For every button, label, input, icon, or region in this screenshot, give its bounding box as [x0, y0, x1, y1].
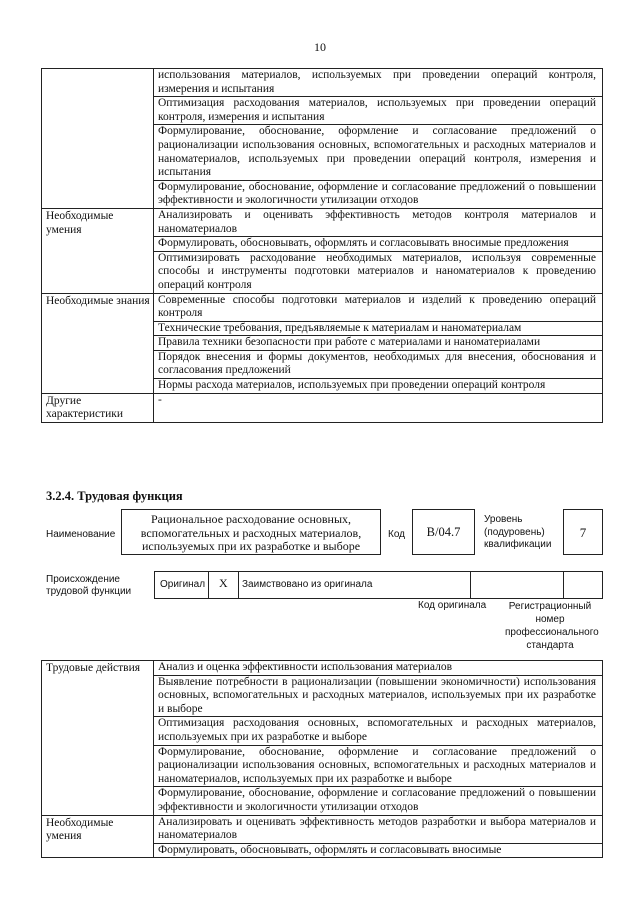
original-mark: X: [219, 576, 228, 590]
row-item: Анализировать и оценивать эффективность методов контроля материалов и наноматериалов: [154, 208, 603, 236]
row-item: -: [154, 393, 603, 422]
row-item: Порядок внесения и формы документов, необходимых для внесения, обоснования и согласования предложений: [154, 350, 603, 378]
row-item: Нормы расхода материалов, используемых при проведении операций контроля: [154, 379, 603, 394]
qualification-level-box: [563, 509, 603, 555]
origin-label-text: Происхождение трудовой функции: [46, 574, 132, 597]
code-original-caption: Код оригинала: [418, 600, 487, 611]
row-label: Другие характеристики: [42, 393, 154, 422]
row-item: Выявление потребности в рационализации (повышении экономичности) использования основных, вспомогательных и расходных материалов, используемых при их разработке и выборе: [154, 675, 603, 717]
row-label: [42, 69, 154, 209]
row-item: Анализировать и оценивать эффективность методов разработки и выбора материалов и наноматериалов: [154, 815, 603, 843]
row-label: Трудовые действия: [42, 661, 154, 816]
function-name-box: [121, 509, 381, 555]
requirements-table-bottom: [41, 660, 603, 858]
table-row: [42, 661, 603, 676]
row-label: Необходимые знания: [42, 293, 154, 393]
registration-number-caption: Регистрационный номер профессионального стандарта: [505, 601, 599, 651]
table-row: [42, 393, 603, 422]
row-item: Анализ и оценка эффективности использования материалов: [154, 661, 603, 676]
row-item: Формулировать, обосновывать, оформлять и согласовывать вносимые: [154, 843, 603, 858]
function-name-value: Рациональное расходование основных, вспомогательных и расходных материалов, используемых при их разработке и выборе: [140, 512, 362, 553]
origin-label: [46, 574, 142, 598]
row-item: использования материалов, используемых при проведении операций контроля, измерения и испытания: [154, 69, 603, 97]
table-row: [42, 208, 603, 236]
row-item: Технические требования, предъявляемые к материалам и наноматериалам: [154, 321, 603, 336]
row-label: Необходимые умения: [42, 815, 154, 858]
row-label: Необходимые умения: [42, 208, 154, 293]
name-label: Наименование: [46, 529, 116, 540]
page-number: 10: [314, 40, 326, 54]
section-title: 3.2.4. Трудовая функция: [46, 489, 183, 503]
row-item: Формулирование, обоснование, оформление и согласование предложений о повышении эффективности и экологичности утилизации отходов: [154, 787, 603, 815]
original-text: Оригинал: [160, 579, 206, 590]
function-code-value: B/04.7: [426, 525, 461, 539]
table-row: [42, 293, 603, 321]
code-label: Код: [388, 529, 406, 540]
qualification-level-value: 7: [579, 525, 587, 540]
table-row: [42, 815, 603, 843]
qualification-level-label-text: Уровень (подуровень) квалификации: [484, 514, 552, 550]
requirements-table-top: [41, 68, 603, 423]
row-item: Современные способы подготовки материалов и изделий к проведению операций контроля: [154, 293, 603, 321]
row-item: Оптимизация расходования основных, вспомогательных и расходных материалов, используемых при их разработке и выборе: [154, 717, 603, 745]
row-item: Формулирование, обоснование, оформление и согласование предложений о рационализации использования основных, вспомогательных и расходных материалов и наноматериалов, используемых при проведении операций контроля, измерения и испытания: [154, 125, 603, 180]
row-item: Формулировать, обосновывать, оформлять и согласовывать вносимые предложения: [154, 237, 603, 252]
qualification-level-label: [484, 514, 562, 552]
function-code-box: [412, 509, 475, 555]
table-row: [42, 69, 603, 97]
origin-cell-code: [471, 572, 564, 598]
row-item: Оптимизация расходования материалов, используемых при проведении операций контроля, измерения и испытания: [154, 97, 603, 125]
row-item: Оптимизировать расходование необходимых материалов, используя современные способы и инструменты подготовки материалов и наноматериалов к проведению операций контроля: [154, 251, 603, 293]
borrowed-text: Заимствовано из оригинала: [242, 579, 373, 590]
row-item: Формулирование, обоснование, оформление и согласование предложений о рационализации использования основных, вспомогательных и расходных материалов и наноматериалов, используемых при их разработке и выборе: [154, 745, 603, 787]
row-item: Правила техники безопасности при работе с материалами и наноматериалами: [154, 336, 603, 351]
row-item: Формулирование, обоснование, оформление и согласование предложений о повышении эффективности и экологичности утилизации отходов: [154, 180, 603, 208]
